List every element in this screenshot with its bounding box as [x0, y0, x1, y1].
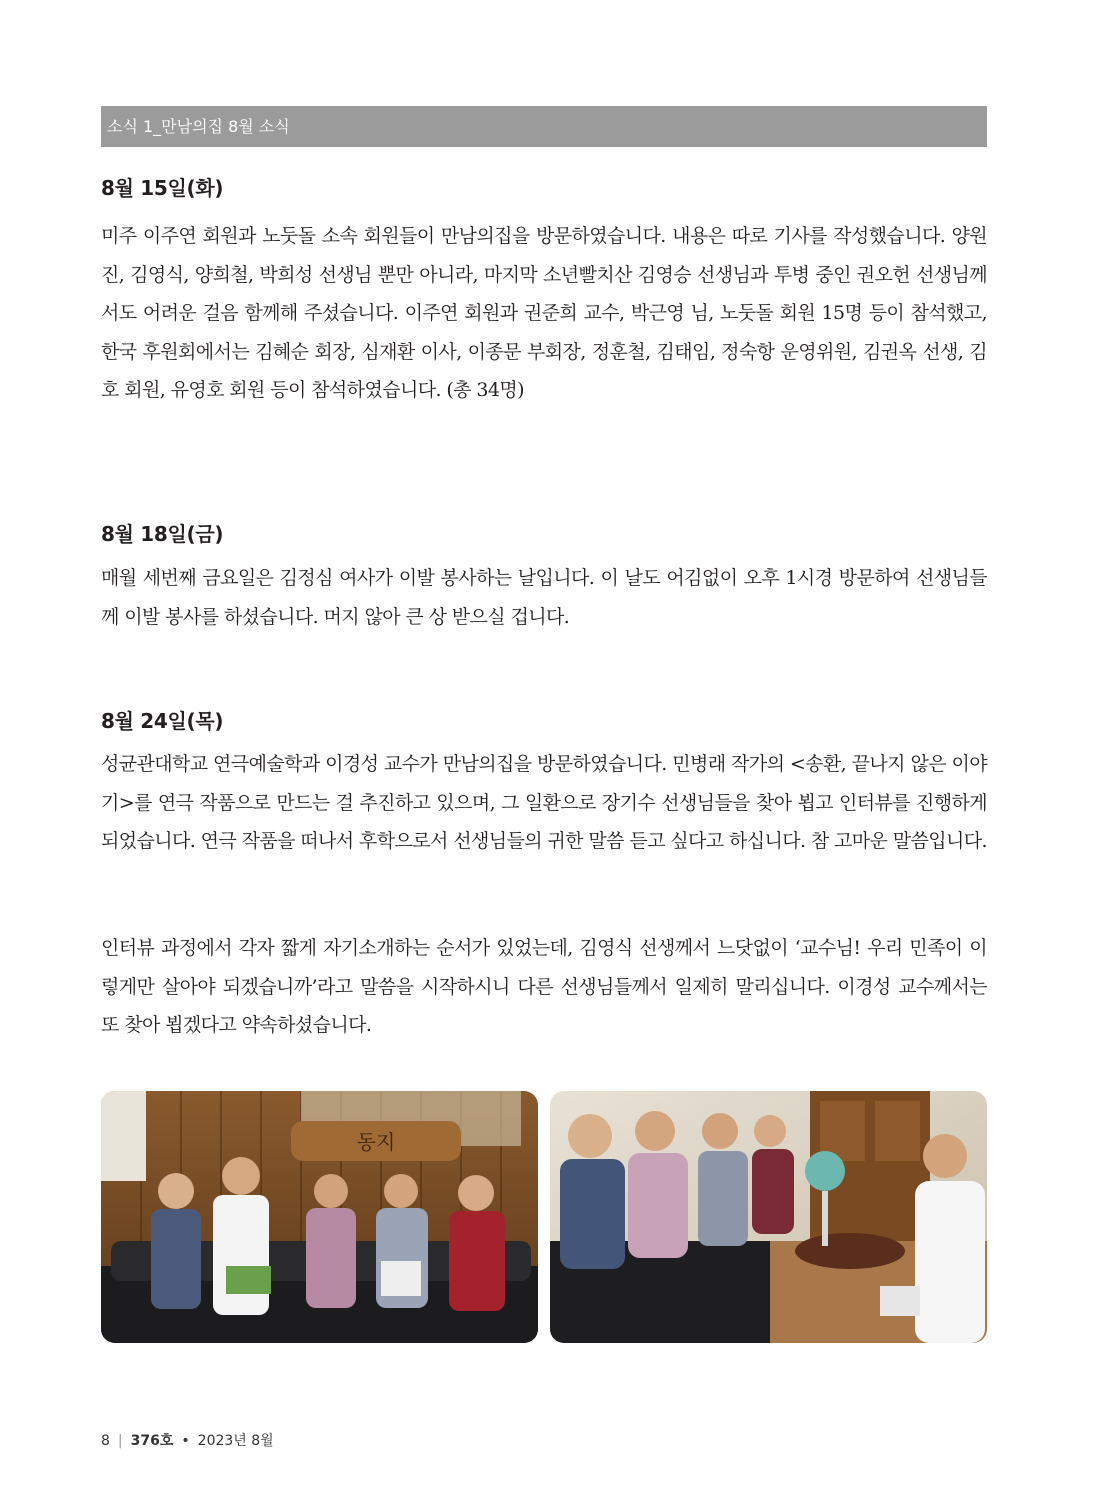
photo-wooden-sign-text: 동지 [356, 1130, 396, 1154]
entry-date-0815: 8월 15일(화) [101, 176, 224, 200]
footer-separator-icon: | [117, 1433, 123, 1449]
photo-group-on-sofa-image [101, 1091, 538, 1343]
section-title: 소식 1_만남의집 8월 소식 [107, 117, 290, 136]
issue-number: 376호 [130, 1433, 174, 1449]
entry-paragraph-0815: 미주 이주연 회원과 노둣돌 소속 회원들이 만남의집을 방문하였습니다. 내용은 따로 기사를 작성했습니다. 양원진, 김영식, 양희철, 박희성 선생님 뿐만 아니라, 마지막 소년빨치산 김영승 선생님과 투병 중인 권오헌 선생님께서도 어려운 걸음 함께해 주셨습니다. 이주연 회원과 권준희 교수, 박근영 님, 노둣돌 회원 15명 등이 참석했고, 한국 후원회에서는 김혜순 회장, 심재환 이사, 이종문 부회장, 정훈철, 김태임, 정숙항 운영위원, 김권옥 선생, 김호 회원, 유영호 회원 등이 참석하였습니다. (총 34명) [101, 225, 987, 401]
issue-date: 2023년 8월 [197, 1433, 274, 1449]
entry-date-0824: 8월 24일(목) [101, 709, 224, 733]
entry-paragraph-0824-b: 인터뷰 과정에서 각자 짧게 자기소개하는 순서가 있었는데, 김영식 선생께서 느닷없이 ‘교수님! 우리 민족이 이렇게만 살아야 되겠습니까’라고 말씀을 시작하시니 다른 선생님들께서 일제히 말리십니다. 이경성 교수께서는 또 찾아 뵙겠다고 약속하셨습니다. [101, 937, 987, 1036]
page-footer [101, 1430, 274, 1450]
entry-paragraph-0824-a: 성균관대학교 연극예술학과 이경성 교수가 만남의집을 방문하였습니다. 민병래 작가의 <송환, 끝나지 않은 이야기>를 연극 작품으로 만드는 걸 추진하고 있으며, 그 일환으로 장기수 선생님들을 찾아 뵙고 인터뷰를 진행하게 되었습니다. 연극 작품을 떠나서 후학으로서 선생님들의 귀한 말씀 듣고 싶다고 하십니다. 참 고마운 말씀입니다. [101, 753, 987, 852]
entry-paragraph-0818: 매월 세번째 금요일은 김정심 여사가 이발 봉사하는 날입니다. 이 날도 어김없이 오후 1시경 방문하여 선생님들께 이발 봉사를 하셨습니다. 머지 않아 큰 상 받으실 겁니다. [101, 567, 987, 628]
footer-bullet-icon: • [181, 1433, 190, 1449]
photo-interview-scene [550, 1091, 987, 1343]
page-number: 8 [101, 1433, 110, 1449]
photo-group-on-sofa [101, 1091, 538, 1343]
entry-date-0818: 8월 18일(금) [101, 522, 224, 546]
photo-interview-scene-image [550, 1091, 987, 1343]
section-title-bar [101, 106, 987, 147]
